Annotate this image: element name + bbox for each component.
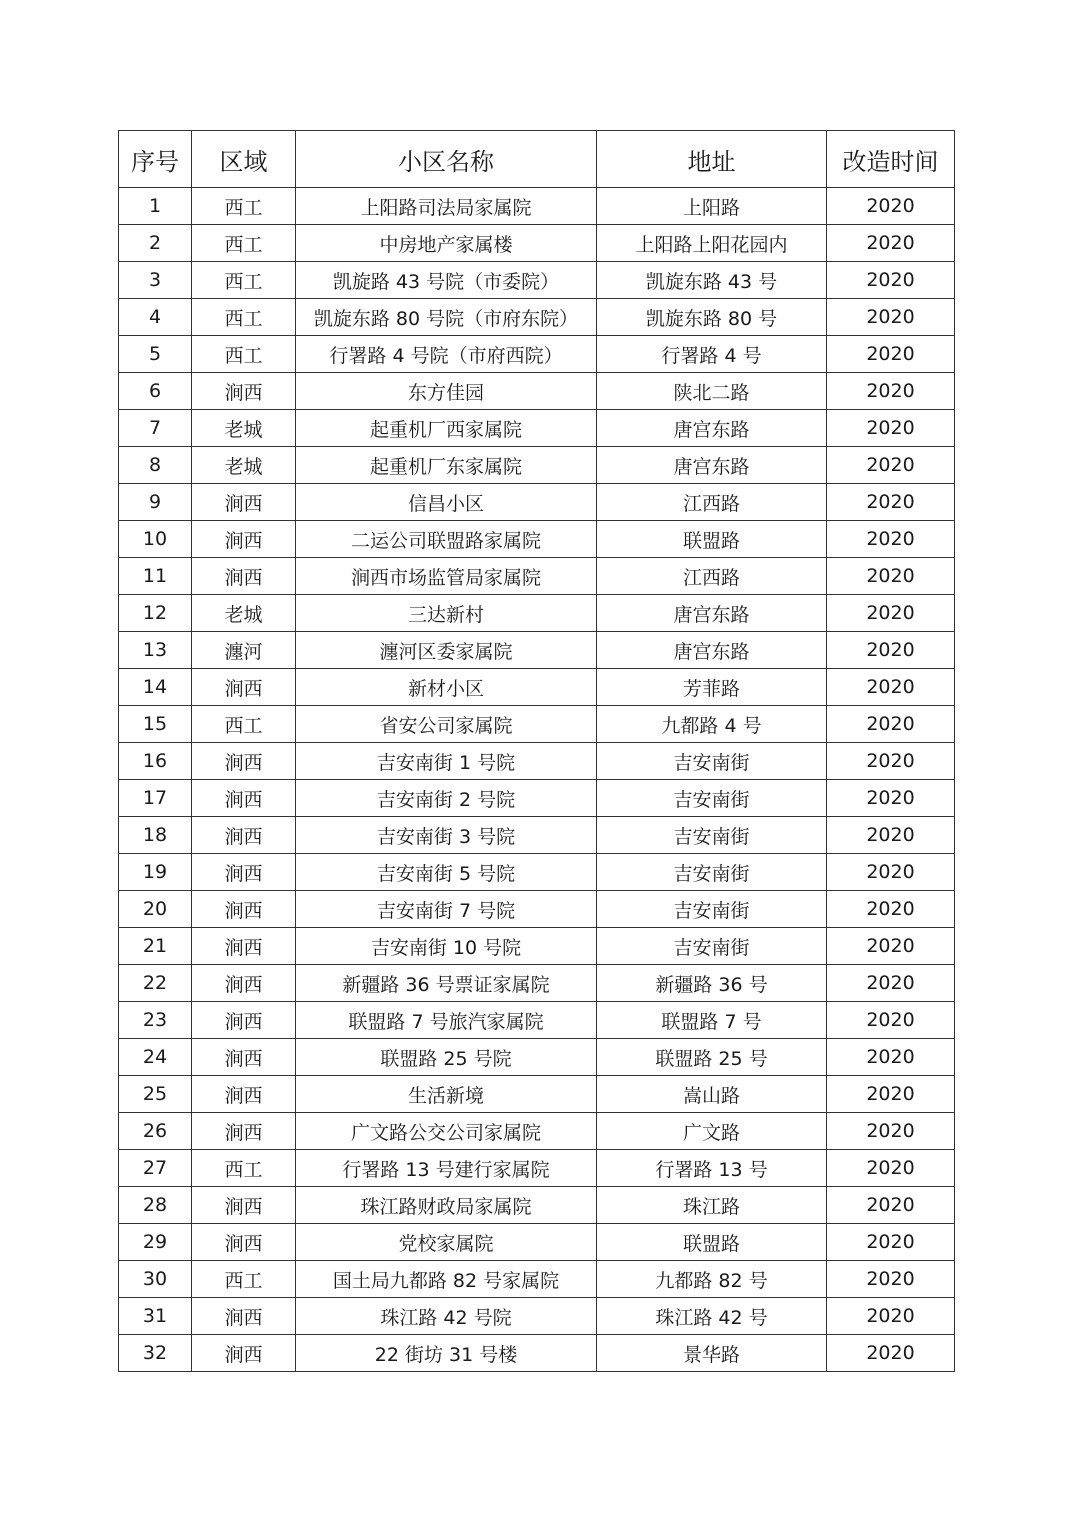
cell-address: 唐宫东路 xyxy=(597,410,827,447)
cell-area: 涧西 xyxy=(192,1002,296,1039)
cell-seq: 32 xyxy=(119,1335,192,1372)
cell-year: 2020 xyxy=(827,558,955,595)
table-header xyxy=(119,131,955,188)
table-row xyxy=(119,188,955,225)
cell-area: 涧西 xyxy=(192,521,296,558)
cell-seq: 5 xyxy=(119,336,192,373)
cell-name: 凯旋路 43 号院（市委院） xyxy=(296,262,597,299)
cell-name: 联盟路 7 号旅汽家属院 xyxy=(296,1002,597,1039)
cell-address: 唐宫东路 xyxy=(597,632,827,669)
cell-area: 西工 xyxy=(192,336,296,373)
cell-name: 珠江路财政局家属院 xyxy=(296,1187,597,1224)
cell-year: 2020 xyxy=(827,299,955,336)
cell-address: 吉安南街 xyxy=(597,743,827,780)
cell-year: 2020 xyxy=(827,595,955,632)
cell-year: 2020 xyxy=(827,262,955,299)
cell-seq: 23 xyxy=(119,1002,192,1039)
cell-year: 2020 xyxy=(827,743,955,780)
cell-seq: 17 xyxy=(119,780,192,817)
cell-address: 嵩山路 xyxy=(597,1076,827,1113)
cell-address: 景华路 xyxy=(597,1335,827,1372)
cell-area: 涧西 xyxy=(192,854,296,891)
cell-address: 联盟路 xyxy=(597,1224,827,1261)
table-row xyxy=(119,484,955,521)
cell-year: 2020 xyxy=(827,1261,955,1298)
cell-address: 凯旋东路 43 号 xyxy=(597,262,827,299)
cell-area: 西工 xyxy=(192,225,296,262)
cell-year: 2020 xyxy=(827,336,955,373)
cell-seq: 12 xyxy=(119,595,192,632)
cell-name: 上阳路司法局家属院 xyxy=(296,188,597,225)
cell-name: 瀍河区委家属院 xyxy=(296,632,597,669)
cell-area: 老城 xyxy=(192,595,296,632)
cell-seq: 9 xyxy=(119,484,192,521)
cell-address: 行署路 13 号 xyxy=(597,1150,827,1187)
header-row xyxy=(119,131,955,188)
table-row xyxy=(119,1039,955,1076)
cell-year: 2020 xyxy=(827,521,955,558)
cell-address: 唐宫东路 xyxy=(597,595,827,632)
cell-area: 西工 xyxy=(192,1150,296,1187)
cell-address: 吉安南街 xyxy=(597,817,827,854)
cell-seq: 14 xyxy=(119,669,192,706)
cell-area: 老城 xyxy=(192,410,296,447)
cell-name: 吉安南街 5 号院 xyxy=(296,854,597,891)
table-row xyxy=(119,965,955,1002)
cell-address: 珠江路 xyxy=(597,1187,827,1224)
table-row xyxy=(119,1076,955,1113)
cell-seq: 19 xyxy=(119,854,192,891)
cell-year: 2020 xyxy=(827,1039,955,1076)
table-row xyxy=(119,521,955,558)
cell-address: 吉安南街 xyxy=(597,780,827,817)
cell-seq: 6 xyxy=(119,373,192,410)
cell-year: 2020 xyxy=(827,780,955,817)
cell-name: 二运公司联盟路家属院 xyxy=(296,521,597,558)
cell-area: 西工 xyxy=(192,706,296,743)
cell-area: 西工 xyxy=(192,1261,296,1298)
cell-address: 上阳路上阳花园内 xyxy=(597,225,827,262)
cell-seq: 27 xyxy=(119,1150,192,1187)
cell-seq: 21 xyxy=(119,928,192,965)
table-row xyxy=(119,373,955,410)
cell-name: 起重机厂东家属院 xyxy=(296,447,597,484)
table-row xyxy=(119,447,955,484)
cell-seq: 20 xyxy=(119,891,192,928)
cell-year: 2020 xyxy=(827,188,955,225)
table-row xyxy=(119,595,955,632)
table-row xyxy=(119,558,955,595)
table-row xyxy=(119,410,955,447)
cell-area: 涧西 xyxy=(192,1298,296,1335)
cell-area: 涧西 xyxy=(192,1335,296,1372)
cell-year: 2020 xyxy=(827,373,955,410)
cell-name: 行署路 4 号院（市府西院） xyxy=(296,336,597,373)
cell-address: 芳菲路 xyxy=(597,669,827,706)
cell-seq: 3 xyxy=(119,262,192,299)
cell-seq: 1 xyxy=(119,188,192,225)
cell-seq: 22 xyxy=(119,965,192,1002)
cell-seq: 30 xyxy=(119,1261,192,1298)
cell-address: 行署路 4 号 xyxy=(597,336,827,373)
table-row xyxy=(119,336,955,373)
cell-address: 唐宫东路 xyxy=(597,447,827,484)
cell-name: 起重机厂西家属院 xyxy=(296,410,597,447)
cell-seq: 24 xyxy=(119,1039,192,1076)
cell-seq: 7 xyxy=(119,410,192,447)
cell-year: 2020 xyxy=(827,1224,955,1261)
table-row xyxy=(119,632,955,669)
cell-name: 省安公司家属院 xyxy=(296,706,597,743)
cell-name: 吉安南街 3 号院 xyxy=(296,817,597,854)
cell-name: 行署路 13 号建行家属院 xyxy=(296,1150,597,1187)
table-row xyxy=(119,891,955,928)
header-area: 区域 xyxy=(192,131,296,188)
cell-area: 涧西 xyxy=(192,1076,296,1113)
cell-name: 中房地产家属楼 xyxy=(296,225,597,262)
cell-address: 广文路 xyxy=(597,1113,827,1150)
cell-year: 2020 xyxy=(827,1113,955,1150)
renovation-table xyxy=(118,130,955,1372)
cell-year: 2020 xyxy=(827,706,955,743)
table-row xyxy=(119,854,955,891)
cell-name: 新疆路 36 号票证家属院 xyxy=(296,965,597,1002)
header-year: 改造时间 xyxy=(827,131,955,188)
table-row xyxy=(119,706,955,743)
cell-name: 新材小区 xyxy=(296,669,597,706)
cell-seq: 8 xyxy=(119,447,192,484)
cell-area: 老城 xyxy=(192,447,296,484)
cell-seq: 25 xyxy=(119,1076,192,1113)
header-seq: 序号 xyxy=(119,131,192,188)
cell-area: 西工 xyxy=(192,299,296,336)
table-body xyxy=(119,188,955,1372)
table-row xyxy=(119,1335,955,1372)
cell-name: 国土局九都路 82 号家属院 xyxy=(296,1261,597,1298)
table-row xyxy=(119,780,955,817)
table-row xyxy=(119,262,955,299)
cell-seq: 11 xyxy=(119,558,192,595)
table-row xyxy=(119,743,955,780)
cell-area: 涧西 xyxy=(192,817,296,854)
cell-year: 2020 xyxy=(827,817,955,854)
cell-seq: 16 xyxy=(119,743,192,780)
cell-area: 涧西 xyxy=(192,1187,296,1224)
table-row xyxy=(119,669,955,706)
cell-name: 三达新村 xyxy=(296,595,597,632)
cell-seq: 4 xyxy=(119,299,192,336)
table-row xyxy=(119,1113,955,1150)
cell-name: 吉安南街 10 号院 xyxy=(296,928,597,965)
cell-year: 2020 xyxy=(827,669,955,706)
header-name: 小区名称 xyxy=(296,131,597,188)
cell-name: 22 街坊 31 号楼 xyxy=(296,1335,597,1372)
cell-address: 凯旋东路 80 号 xyxy=(597,299,827,336)
cell-name: 吉安南街 7 号院 xyxy=(296,891,597,928)
cell-year: 2020 xyxy=(827,225,955,262)
cell-name: 信昌小区 xyxy=(296,484,597,521)
cell-address: 九都路 4 号 xyxy=(597,706,827,743)
table-row xyxy=(119,928,955,965)
cell-year: 2020 xyxy=(827,484,955,521)
cell-address: 江西路 xyxy=(597,484,827,521)
cell-year: 2020 xyxy=(827,632,955,669)
cell-name: 吉安南街 1 号院 xyxy=(296,743,597,780)
cell-year: 2020 xyxy=(827,1002,955,1039)
cell-year: 2020 xyxy=(827,1298,955,1335)
cell-seq: 10 xyxy=(119,521,192,558)
header-address: 地址 xyxy=(597,131,827,188)
cell-seq: 13 xyxy=(119,632,192,669)
cell-address: 吉安南街 xyxy=(597,928,827,965)
cell-name: 东方佳园 xyxy=(296,373,597,410)
table-row xyxy=(119,1224,955,1261)
cell-area: 涧西 xyxy=(192,928,296,965)
cell-area: 涧西 xyxy=(192,558,296,595)
cell-area: 涧西 xyxy=(192,965,296,1002)
cell-year: 2020 xyxy=(827,1335,955,1372)
cell-year: 2020 xyxy=(827,447,955,484)
cell-name: 广文路公交公司家属院 xyxy=(296,1113,597,1150)
cell-seq: 18 xyxy=(119,817,192,854)
cell-address: 陕北二路 xyxy=(597,373,827,410)
cell-address: 珠江路 42 号 xyxy=(597,1298,827,1335)
cell-year: 2020 xyxy=(827,1150,955,1187)
table-row xyxy=(119,1261,955,1298)
table-row xyxy=(119,225,955,262)
table-row xyxy=(119,1002,955,1039)
cell-area: 涧西 xyxy=(192,484,296,521)
cell-seq: 31 xyxy=(119,1298,192,1335)
cell-seq: 26 xyxy=(119,1113,192,1150)
cell-area: 涧西 xyxy=(192,891,296,928)
cell-area: 涧西 xyxy=(192,743,296,780)
cell-year: 2020 xyxy=(827,1187,955,1224)
cell-area: 涧西 xyxy=(192,1224,296,1261)
cell-address: 联盟路 25 号 xyxy=(597,1039,827,1076)
table-row xyxy=(119,817,955,854)
cell-area: 西工 xyxy=(192,188,296,225)
cell-area: 涧西 xyxy=(192,1113,296,1150)
cell-seq: 29 xyxy=(119,1224,192,1261)
table-row xyxy=(119,299,955,336)
cell-name: 涧西市场监管局家属院 xyxy=(296,558,597,595)
cell-name: 联盟路 25 号院 xyxy=(296,1039,597,1076)
cell-seq: 28 xyxy=(119,1187,192,1224)
table-row xyxy=(119,1298,955,1335)
cell-address: 九都路 82 号 xyxy=(597,1261,827,1298)
table-row xyxy=(119,1150,955,1187)
cell-area: 涧西 xyxy=(192,669,296,706)
cell-area: 西工 xyxy=(192,262,296,299)
cell-name: 珠江路 42 号院 xyxy=(296,1298,597,1335)
cell-area: 涧西 xyxy=(192,780,296,817)
cell-area: 涧西 xyxy=(192,373,296,410)
cell-address: 新疆路 36 号 xyxy=(597,965,827,1002)
cell-area: 涧西 xyxy=(192,1039,296,1076)
cell-year: 2020 xyxy=(827,965,955,1002)
cell-year: 2020 xyxy=(827,854,955,891)
cell-seq: 15 xyxy=(119,706,192,743)
cell-address: 吉安南街 xyxy=(597,891,827,928)
cell-seq: 2 xyxy=(119,225,192,262)
cell-year: 2020 xyxy=(827,891,955,928)
cell-address: 联盟路 xyxy=(597,521,827,558)
cell-address: 江西路 xyxy=(597,558,827,595)
cell-name: 吉安南街 2 号院 xyxy=(296,780,597,817)
cell-area: 瀍河 xyxy=(192,632,296,669)
cell-address: 上阳路 xyxy=(597,188,827,225)
cell-year: 2020 xyxy=(827,928,955,965)
cell-year: 2020 xyxy=(827,410,955,447)
cell-year: 2020 xyxy=(827,1076,955,1113)
cell-name: 凯旋东路 80 号院（市府东院） xyxy=(296,299,597,336)
cell-name: 党校家属院 xyxy=(296,1224,597,1261)
cell-address: 吉安南街 xyxy=(597,854,827,891)
table-row xyxy=(119,1187,955,1224)
cell-name: 生活新境 xyxy=(296,1076,597,1113)
cell-address: 联盟路 7 号 xyxy=(597,1002,827,1039)
